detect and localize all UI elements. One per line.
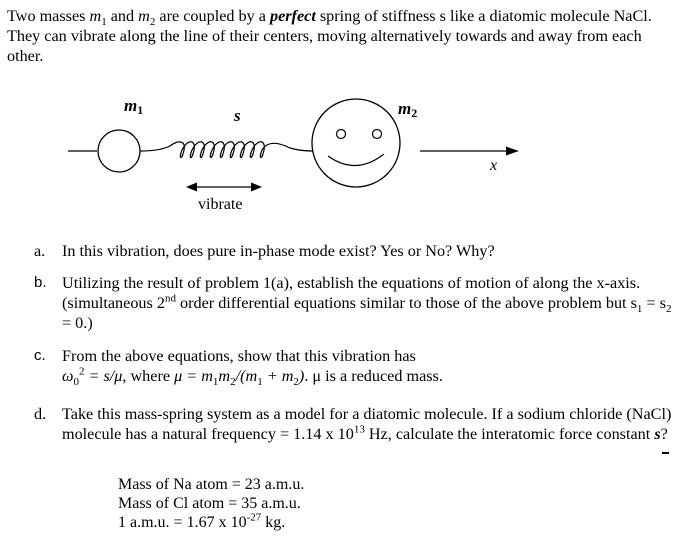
intro-text-1: Two masses [7,7,90,25]
m1-symbol: m [89,7,102,25]
question-b-nd: nd [164,292,176,305]
m2-symbol: m [138,7,150,25]
question-d-text-2: Hz, calculate the interatomic force constant [364,425,655,443]
formula-m2-sub: 2 [230,376,236,389]
spring-coil [140,142,313,158]
question-d-s: s [654,425,661,443]
axis-arrowhead [506,147,519,156]
formula-tail: . μ is a reduced mass. [304,367,443,385]
intro-text-3: spring of stiffness s like a diatomic molecule NaCl. They can vibrate along the line of their centers, moving alternatively towards and away from each other. [7,7,652,65]
formula-eq: = s/μ [84,367,123,385]
m2-left-eye [337,130,346,139]
diagram-m2-label: m2 [398,99,418,120]
question-c-line-1: From the above equations, show that this vibration has [62,347,416,365]
omega-sub: 0 [73,376,79,389]
question-b-text-1: Utilizing the result of problem 1(a), establish the equations of motion of along the x-axis. (simultaneous 2 [62,274,641,312]
amu-exp: -27 [246,511,262,524]
amu-text-1: 1 a.m.u. = 1.67 x 10 [118,514,247,531]
omega-sup: 2 [78,365,85,378]
intro-and: and [106,7,139,25]
intro-text-2: are coupled by a [155,7,270,25]
question-a [34,241,674,261]
formula-m1-sub: 1 [212,376,219,389]
perfect-word: perfect [269,7,316,25]
formula-plus-m2-sub: 2 [293,376,299,389]
question-b-letter: b. [34,274,47,291]
question-d-letter: d. [34,405,47,423]
m1-subscript: 1 [101,16,107,29]
formula-mu: μ = m [174,367,213,385]
question-c [34,346,674,389]
m2-subscript: 2 [149,16,156,29]
question-b-text-4: = 0.) [62,314,93,332]
margin-dash [662,452,669,454]
question-c-text [62,346,674,389]
formula-close: ) [298,367,305,385]
question-c-letter: c. [34,347,46,364]
diagram-spring-label: s [234,106,241,125]
question-b-text-2: order differential equations similar to those of the above problem but s [175,294,637,312]
mass-m2-circle [312,99,400,187]
diagram-x-label: x [490,157,498,174]
formula-where: , where [122,367,175,385]
omega-symbol: ω [62,367,74,385]
m2-right-eye [373,130,382,139]
question-b [34,273,674,333]
question-d [34,404,674,444]
vibrate-arrow-left [186,183,197,192]
formula-m2: m [218,367,231,385]
formula-div-m1-sub: 1 [257,376,263,389]
mass-info-block [118,475,304,532]
question-d-text-1: Take this mass-spring system as a model for a diatomic molecule. If a sodium chloride (NaCl) molecule has a natural frequency = 1.14 x 10 [62,405,672,443]
mass-m1-circle [98,130,140,172]
na-mass-line: Mass of Na atom = 23 a.m.u. [118,476,305,493]
formula-plus: + m [262,367,294,385]
formula-div: /(m [235,367,258,385]
question-c-formula [62,365,674,389]
question-b-s2-sub: 2 [665,303,672,316]
question-a-letter: a. [34,242,46,260]
question-d-text-3: ? [660,425,668,443]
diagram-m1-label: m1 [124,96,144,117]
question-b-s1-sub: 1 [636,303,643,316]
vibrate-label: vibrate [198,196,243,213]
m2-smile [328,154,384,166]
question-d-freq-exp: 13 [353,423,365,436]
question-a-text: In this vibration, does pure in-phase mode exist? Yes or No? Why? [62,242,495,260]
question-d-text [62,404,674,444]
cl-mass-line: Mass of Cl atom = 35 a.m.u. [118,495,301,512]
vibrate-arrow-right [251,183,262,192]
question-b-text-3: = s [642,294,666,312]
amu-line [118,513,304,532]
question-b-text [62,273,674,333]
amu-text-2: kg. [261,514,286,531]
